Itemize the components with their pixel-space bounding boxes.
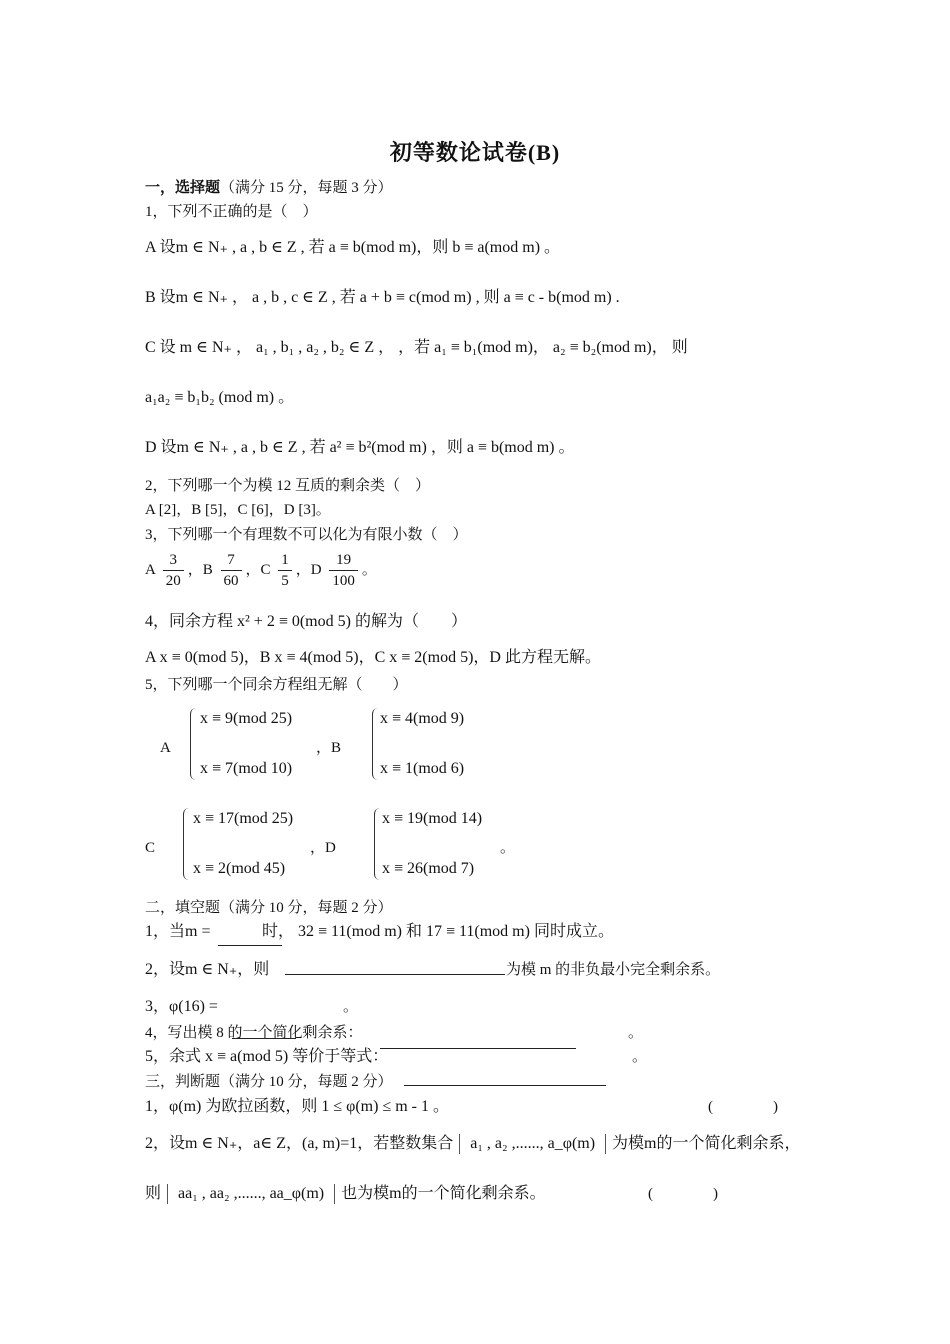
q3-a-den: 20 [165, 573, 181, 590]
page-title: 初等数论试卷(B) [389, 140, 561, 165]
fill-5-suffix: 。 [632, 1049, 648, 1065]
q5-c-eq2: x ≡ 2(mod 45) [193, 860, 286, 877]
section-1-note: （满分 15 分，每题 3 分） [220, 180, 393, 196]
fill-4-suffix: 。 [628, 1025, 644, 1041]
q2-options: A [2]，B [5]，C [6]，D [3]。 [145, 502, 331, 518]
q5-c-brace [183, 808, 190, 880]
q3-stem: 3，下列哪一个有理数不可以化为有限小数（ ） [145, 527, 468, 543]
q5-stem: 5，下列哪一个同余方程组无解（ ） [145, 677, 408, 693]
fill-4-blank[interactable] [380, 1048, 576, 1049]
q1-option-c-line2: a₁a₂ ≡ b₁b₂ (mod m) 。 [145, 389, 295, 406]
q5-d-eq2: x ≡ 26(mod 7) [382, 860, 475, 877]
judge-2-conclusion: 也为模m的一个简化剩余系。 [341, 1185, 546, 1202]
fill-1-blank[interactable] [218, 945, 282, 946]
q3-d-num: 19 [329, 550, 358, 571]
q5-b-eq2: x ≡ 1(mod 6) [380, 760, 465, 777]
judge-2-line2 [145, 1184, 546, 1204]
fill-1-prefix: 1，当m = [145, 923, 211, 940]
judge-2-answer-box[interactable]: ( ) [648, 1186, 718, 1202]
q1-option-a: A 设m ∈ N₊ , a , b ∈ Z , 若 a ≡ b(mod m)，则 b ≡ a(mod m) 。 [145, 239, 561, 256]
q5-b-brace [372, 708, 379, 780]
q3-end: 。 [361, 562, 377, 578]
q5-a-eq2: x ≡ 7(mod 10) [200, 760, 293, 777]
q3-c-fraction [278, 550, 292, 591]
q5-c-system [183, 808, 313, 884]
fill-2-prefix: 2，设m ∈ N₊，则 [145, 961, 270, 978]
q5-a-eq1: x ≡ 9(mod 25) [200, 710, 293, 727]
q1-option-c-line1: C 设 m ∈ N₊ ， a₁ , b₁ , a₂ , b₂ ∈ Z ， ，若 a₁ ≡ b₁(mod m)， a₂ ≡ b₂(mod m)， 则 [145, 339, 688, 356]
judge-2-line1 [145, 1134, 801, 1154]
q4-stem: 4，同余方程 x² + 2 ≡ 0(mod 5) 的解为（ ） [145, 613, 467, 630]
q1-option-d: D 设m ∈ N₊ , a , b ∈ Z , 若 a² ≡ b²(mod m) ，则 a ≡ b(mod m) 。 [145, 439, 575, 456]
q1-stem: 1，下列不正确的是（ ） [145, 204, 318, 220]
q3-b-fraction [221, 550, 242, 591]
q3-a-label: A [145, 562, 156, 578]
fill-5-blank[interactable] [404, 1085, 606, 1086]
q5-c-eq1: x ≡ 17(mod 25) [193, 810, 294, 827]
q5-d-system [374, 808, 514, 884]
fill-5-prefix: 5，余式 x ≡ a(mod 5) 等价于等式： [145, 1048, 389, 1065]
q5-a-system [190, 708, 320, 784]
q3-c-num: 1 [278, 550, 292, 571]
judge-2-set2: aa₁ , aa₂ ,......, aa_φ(m) [167, 1184, 335, 1204]
fill-4-prefix: 4，写出模 8 的一个简化剩余系： [145, 1025, 363, 1041]
section-3-heading: 三，判断题（满分 10 分，每题 2 分） [145, 1074, 393, 1090]
section-1-title: 一，选择题 [145, 180, 221, 196]
q3-b-num: 7 [221, 550, 242, 571]
q5-a-label: A [160, 740, 171, 756]
q5-d-eq1: x ≡ 19(mod 14) [382, 810, 483, 827]
q3-c-label: ，C [245, 562, 271, 578]
judge-1-statement: 1，φ(m) 为欧拉函数，则 1 ≤ φ(m) ≤ m - 1 。 [145, 1098, 450, 1115]
q3-a-fraction [163, 550, 184, 591]
q3-b-label: ，B [187, 562, 213, 578]
q5-d-brace [374, 808, 381, 880]
q4-options: A x ≡ 0(mod 5)，B x ≡ 4(mod 5)，C x ≡ 2(mod 5)，D 此方程无解。 [145, 649, 601, 666]
fill-2-blank[interactable] [285, 974, 505, 975]
q3-c-den: 5 [281, 573, 289, 590]
judge-2-then: 则 [145, 1185, 162, 1202]
q2-stem: 2，下列哪一个为模 12 互质的剩余类（ ） [145, 478, 431, 494]
q5-d-label: ，D [310, 840, 336, 856]
q5-a-brace [190, 708, 197, 780]
q3-b-den: 60 [223, 573, 239, 590]
judge-2-suffix: 为模m的一个简化剩余系， [612, 1135, 801, 1152]
section-2-heading: 二，填空题（满分 10 分，每题 2 分） [145, 900, 393, 916]
judge-2-prefix: 2，设m ∈ N₊，a∈ Z，(a, m)=1，若整数集合 [145, 1135, 454, 1152]
q5-c-label: C [145, 840, 156, 856]
q3-d-fraction [329, 550, 358, 591]
q3-a-num: 3 [163, 550, 184, 571]
q5-end: 。 [500, 840, 516, 856]
fill-2-suffix: 为模 m 的非负最小完全剩余系。 [506, 962, 721, 978]
fill-3-prefix: 3，φ(16) = [145, 998, 218, 1015]
judge-1-answer-box[interactable]: ( ) [708, 1099, 778, 1115]
q5-b-label: ，B [316, 740, 342, 756]
q1-option-b: B 设m ∈ N₊ ， a , b , c ∈ Z , 若 a + b ≡ c(mod m) , 则 a ≡ c - b(mod m) . [145, 289, 620, 306]
q5-b-eq1: x ≡ 4(mod 9) [380, 710, 465, 727]
q3-options [145, 550, 377, 591]
q5-b-system [372, 708, 502, 784]
judge-2-set: a₁ , a₂ ,......, a_φ(m) [459, 1134, 606, 1154]
section-1-heading [145, 178, 393, 198]
q3-d-label: ，D [295, 562, 322, 578]
fill-1-suffix: 时， 32 ≡ 11(mod m) 和 17 ≡ 11(mod m) 同时成立。 [262, 923, 614, 940]
q3-d-den: 100 [332, 573, 355, 590]
fill-3-suffix: 。 [343, 999, 359, 1015]
strikethrough-line [232, 1038, 296, 1039]
